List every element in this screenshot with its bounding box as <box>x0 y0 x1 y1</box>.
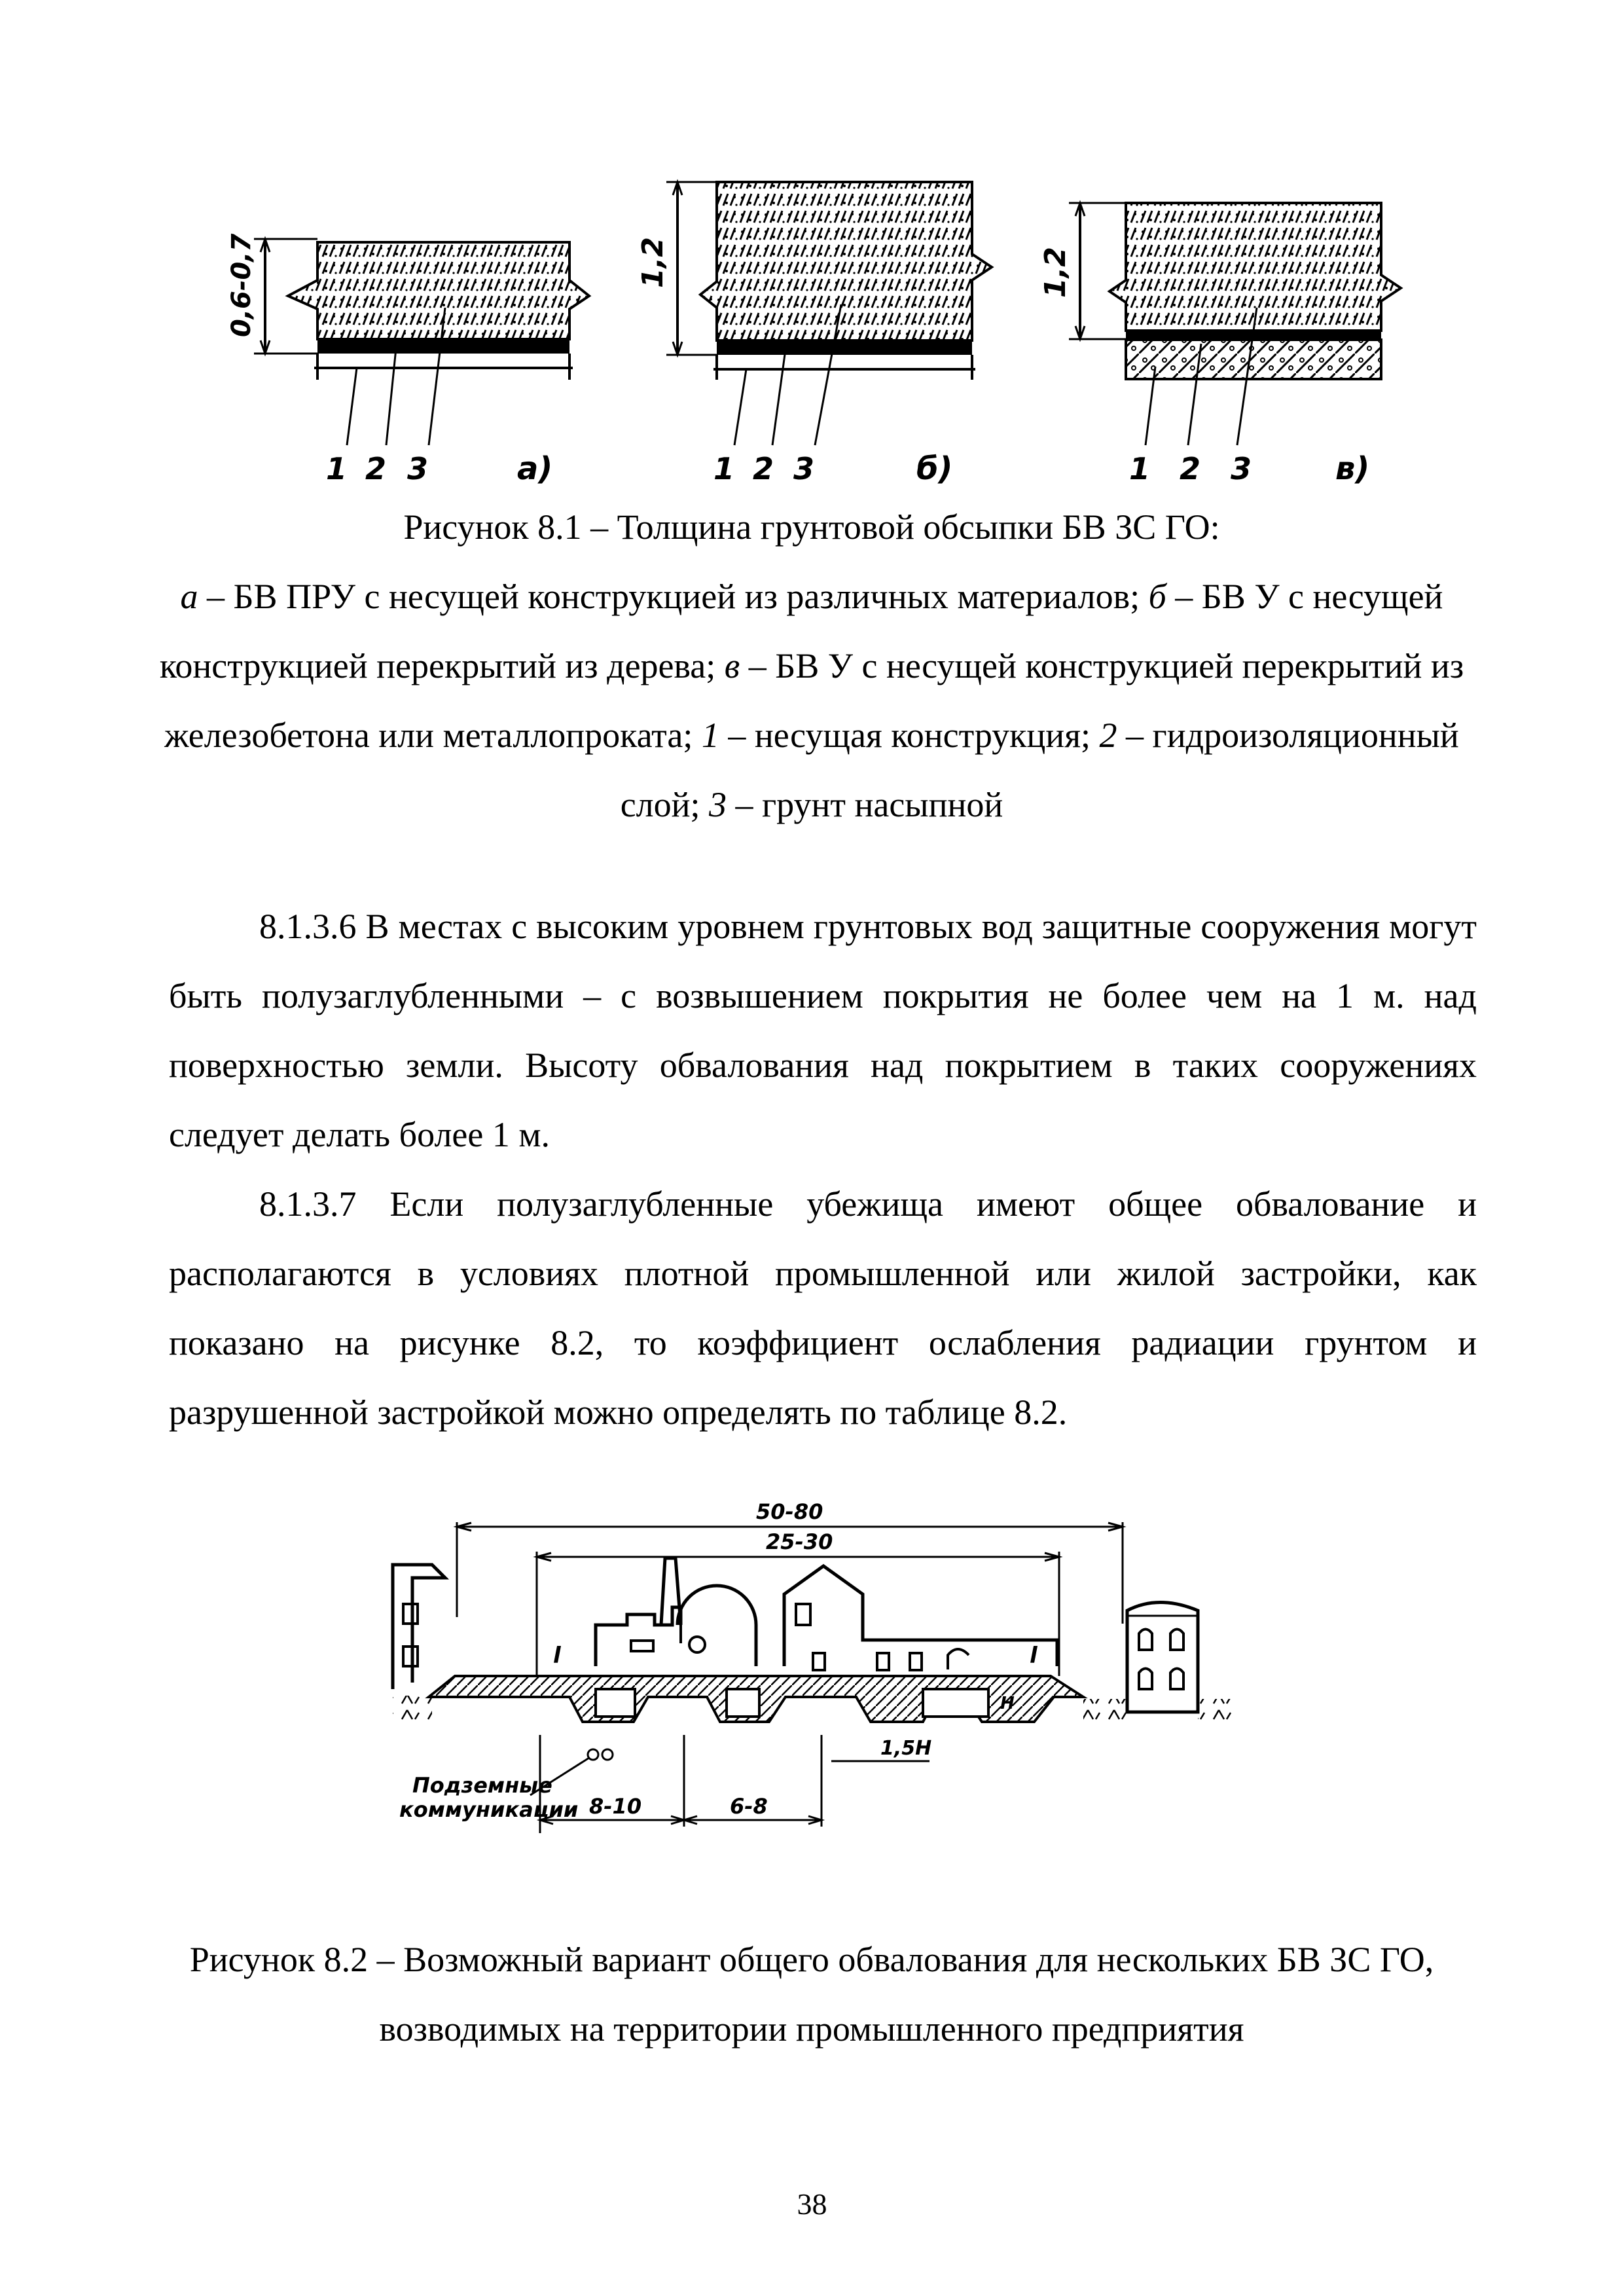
legend-text-1: – несущая конструкция; <box>719 716 1100 755</box>
factory-building <box>596 1558 756 1666</box>
shelter-1 <box>596 1689 635 1717</box>
panel-a-label-2: 2 <box>365 451 387 486</box>
panel-c <box>1039 203 1401 487</box>
legend-text-2: – гидроизоляционный слой; <box>620 716 1459 824</box>
panel-b-label-3: 3 <box>793 451 815 486</box>
middle-building <box>784 1566 1057 1670</box>
panel-a-waterproofing-layer <box>317 339 569 354</box>
dim-6-8: 6-8 <box>730 1794 768 1819</box>
legend-key-2: 2 <box>1099 716 1117 755</box>
dim-1-5h: 1,5H <box>880 1737 932 1760</box>
dim-l-right: l <box>1030 1643 1038 1669</box>
figure-8-1-caption-legend <box>157 562 1466 839</box>
figure-8-2-bottom <box>373 1728 1270 1853</box>
left-building <box>393 1565 445 1689</box>
panel-c-label-3: 3 <box>1231 451 1252 486</box>
panel-b-label-1: 1 <box>713 451 735 486</box>
legend-key-b: б <box>1148 577 1166 616</box>
panel-a-label-1: 1 <box>326 451 348 486</box>
right-building <box>1127 1603 1198 1713</box>
figure-8-1-caption <box>157 492 1466 839</box>
figure-8-2 <box>373 1486 1270 1728</box>
panel-a-label-3: 3 <box>407 451 429 486</box>
legend-text-c: – БВ У с несущей конструкцией перекрытий из железобетона или металлопроката; <box>164 646 1464 755</box>
panel-a-letter: а) <box>517 450 553 487</box>
legend-key-1: 1 <box>701 716 719 755</box>
dim-l-left: l <box>553 1643 561 1669</box>
paragraph-8-1-3-6: 8.1.3.6 В местах с высоким уровнем грунтовых вод защитные сооружения могут быть полузаглубленными – с возвышением покрытия не более чем на 1 м. над поверхностью земли. Высоту обвалования над покрытием в таких сооружениях следует делать более 1 м. <box>169 907 1477 1154</box>
legend-key-c: в <box>724 646 740 685</box>
panel-b-letter: б) <box>916 450 953 487</box>
panel-c-letter: в) <box>1335 450 1370 487</box>
ground-right <box>1083 1699 1129 1722</box>
legend-text-b: – БВ У с несущей конструкцией перекрытий из дерева; <box>159 577 1443 685</box>
panel-a-dimension: 0,6-0,7 <box>226 233 257 337</box>
panel-b-waterproofing-layer <box>717 340 972 355</box>
shelter-3 <box>923 1689 988 1717</box>
figure-8-1 <box>196 157 1440 511</box>
figure-8-2-caption: Рисунок 8.2 – Возможный вариант общего обвалования для нескольких БВ ЗС ГО, возводимых на территории промышленного предприятия <box>189 1940 1434 2049</box>
legend-key-a: а <box>180 577 198 616</box>
dim-8-10: 8-10 <box>589 1794 642 1819</box>
panel-c-label-2: 2 <box>1180 451 1201 486</box>
figure-8-1-caption-title: Рисунок 8.1 – Толщина грунтовой обсыпки БВ ЗС ГО: <box>403 507 1220 547</box>
body-text <box>169 892 1477 1447</box>
panel-a <box>226 234 589 487</box>
panel-b <box>636 182 992 487</box>
panel-b-dimension: 1,2 <box>636 237 670 288</box>
legend-text-3: – грунт насыпной <box>727 785 1003 824</box>
ground-left <box>393 1696 432 1722</box>
dim-h: H <box>1000 1694 1015 1713</box>
panel-b-label-2: 2 <box>753 451 774 486</box>
paragraph-8-1-3-7: 8.1.3.7 Если полузаглубленные убежища имеют общее обвалование и располагаются в условиях плотной промышленной или жилой застройки, как показано на рисунке 8.2, то коэффициент ослабления радиации грунтом и разрушенной застройкой можно определять по таблице 8.2. <box>169 1184 1477 1432</box>
label-underground-utilities-1: Подземные <box>412 1773 552 1798</box>
legend-key-3: 3 <box>709 785 727 824</box>
dim-50-80: 50-80 <box>756 1499 823 1524</box>
dim-25-30: 25-30 <box>766 1529 833 1554</box>
panel-c-label-1: 1 <box>1129 451 1151 486</box>
panel-c-bearing-structure <box>1126 340 1381 379</box>
shelter-2 <box>727 1689 759 1717</box>
legend-text-a: – БВ ПРУ с несущей конструкцией из различных материалов; <box>198 577 1149 616</box>
label-underground-utilities-2: коммуникации <box>399 1797 579 1822</box>
panel-c-dimension: 1,2 <box>1039 247 1072 298</box>
page-number: 38 <box>797 2187 827 2221</box>
ground-far-right <box>1198 1699 1237 1722</box>
